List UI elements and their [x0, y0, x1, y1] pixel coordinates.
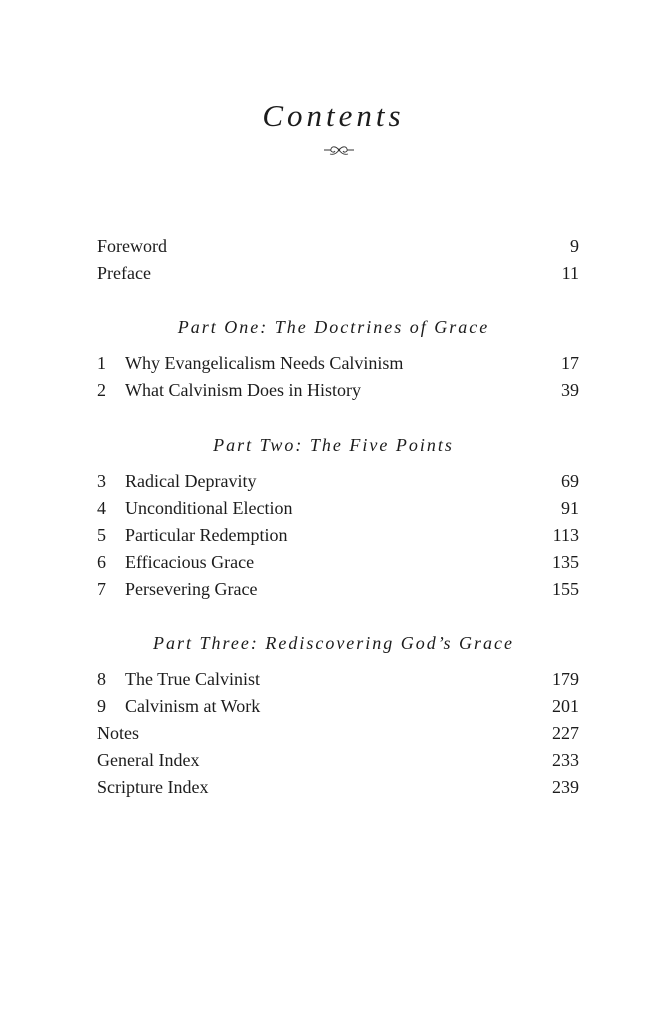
toc-entry-chapter-5[interactable]: [97, 522, 579, 549]
entry-page: 11: [561, 263, 579, 283]
entry-page: 227: [552, 723, 579, 743]
entry-page: 17: [561, 353, 579, 373]
chapter-number: 5: [97, 525, 106, 545]
entry-label: Notes: [97, 723, 139, 743]
toc-entry-chapter-2[interactable]: [97, 377, 579, 404]
entry-label: Foreword: [97, 236, 167, 256]
part-two-heading: Part Two: The Five Points: [213, 435, 454, 455]
entry-label: Preface: [97, 263, 151, 283]
entry-label: Why Evangelicalism Needs Calvinism: [125, 353, 404, 373]
entry-label: Persevering Grace: [125, 579, 258, 599]
toc-entry-scripture-index[interactable]: [97, 774, 579, 801]
toc-entry-chapter-1[interactable]: [97, 350, 579, 377]
chapter-number: 7: [97, 579, 106, 599]
entry-page: 155: [552, 579, 579, 599]
part-three-list: [97, 666, 579, 801]
toc-entry-chapter-4[interactable]: [97, 495, 579, 522]
entry-page: 69: [561, 471, 579, 491]
chapter-number: 9: [97, 696, 106, 716]
entry-label: The True Calvinist: [125, 669, 261, 689]
entry-page: 239: [552, 777, 579, 797]
toc-entry-chapter-9[interactable]: [97, 693, 579, 720]
part-one-heading: Part One: The Doctrines of Grace: [177, 317, 490, 337]
part-two-list: [97, 468, 579, 603]
chapter-number: 6: [97, 552, 106, 572]
chapter-number: 8: [97, 669, 106, 689]
entry-page: 39: [561, 380, 579, 400]
entry-page: 113: [552, 525, 579, 545]
entry-label: General Index: [97, 750, 200, 770]
entry-label: Particular Redemption: [125, 525, 288, 545]
toc-entry-foreword[interactable]: [97, 233, 579, 260]
part-three-heading: Part Three: Rediscovering God’s Grace: [153, 633, 514, 653]
toc-entry-chapter-3[interactable]: [97, 468, 579, 495]
flourish-ornament-icon: [322, 143, 356, 157]
toc-entry-chapter-8[interactable]: [97, 666, 579, 693]
toc-entry-chapter-7[interactable]: [97, 576, 579, 603]
part-one-list: [97, 350, 579, 404]
entry-page: 91: [561, 498, 579, 518]
entry-label: Calvinism at Work: [125, 696, 261, 716]
chapter-number: 2: [97, 380, 106, 400]
chapter-number: 3: [97, 471, 106, 491]
toc-entry-notes[interactable]: [97, 720, 579, 747]
page-title: Contents: [262, 98, 405, 133]
entry-label: Scripture Index: [97, 777, 209, 797]
entry-label: Radical Depravity: [125, 471, 257, 491]
toc-entry-general-index[interactable]: [97, 747, 579, 774]
chapter-number: 4: [97, 498, 106, 518]
toc-entry-preface[interactable]: [97, 260, 579, 287]
chapter-number: 1: [97, 353, 106, 373]
entry-page: 233: [552, 750, 579, 770]
toc-entry-chapter-6[interactable]: [97, 549, 579, 576]
entry-label: What Calvinism Does in History: [125, 380, 361, 400]
entry-page: 135: [552, 552, 579, 572]
entry-page: 9: [570, 236, 579, 256]
front-matter-list: [97, 233, 579, 287]
entry-label: Unconditional Election: [125, 498, 293, 518]
entry-page: 201: [552, 696, 579, 716]
entry-label: Efficacious Grace: [125, 552, 255, 572]
entry-page: 179: [552, 669, 579, 689]
